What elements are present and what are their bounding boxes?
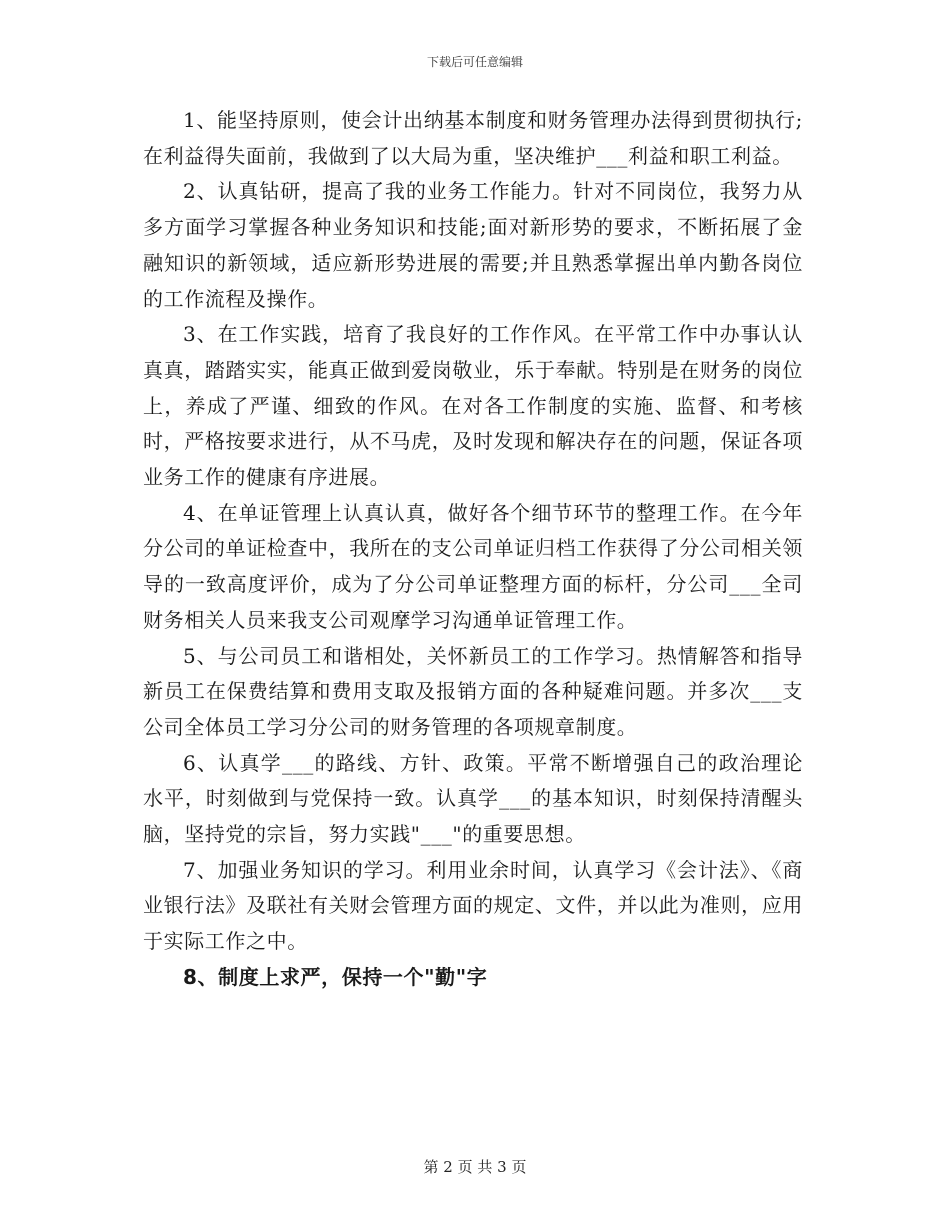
document-body [143,103,803,996]
paragraph-6: 6、认真学___的路线、方针、政策。平常不断增强自己的政治理论水平，时刻做到与党保持一致。认真学___的基本知识，时刻保持清醒头脑，坚持党的宗旨，努力实践"___"的重要思想。 [143,750,803,847]
paragraph-3: 3、在工作实践，培育了我良好的工作作风。在平常工作中办事认认真真，踏踏实实，能真正做到爱岗敬业，乐于奉献。特别是在财务的岗位上，养成了严谨、细致的作风。在对各工作制度的实施、监督、和考核时，严格按要求进行，从不马虎，及时发现和解决存在的问题，保证各项业务工作的健康有序进展。 [143,322,803,490]
paragraph-2: 2、认真钻研，提高了我的业务工作能力。针对不同岗位，我努力从多方面学习掌握各种业务知识和技能;面对新形势的要求，不断拓展了金融知识的新领域，适应新形势进展的需要;并且熟悉掌握出单内勤各岗位的工作流程及操作。 [143,179,803,311]
paragraph-5: 5、与公司员工和谐相处，关怀新员工的工作学习。热情解答和指导新员工在保费结算和费用支取及报销方面的各种疑难问题。并多次___支公司全体员工学习分公司的财务管理的各项规章制度。 [143,643,803,739]
paragraph-4: 4、在单证管理上认真认真，做好各个细节环节的整理工作。在今年分公司的单证检查中，我所在的支公司单证归档工作获得了分公司相关领导的一致高度评价，成为了分公司单证整理方面的标杆，分公司___全司财务相关人员来我支公司观摩学习沟通单证管理工作。 [143,500,803,632]
section-heading: 8、制度上求严，保持一个"勤"字 [183,964,488,989]
page-header: 下载后可任意编辑 [426,55,523,69]
page-footer: 第 2 页 共 3 页 [423,1158,527,1176]
paragraph-1: 1、能坚持原则，使会计出纳基本制度和财务管理办法得到贯彻执行;在利益得失面前，我做到了以大局为重，坚决维护___利益和职工利益。 [143,108,803,168]
paragraph-7: 7、加强业务知识的学习。利用业余时间，认真学习《会计法》、《商业银行法》及联社有关财会管理方面的规定、文件，并以此为准则，应用于实际工作之中。 [143,857,803,954]
